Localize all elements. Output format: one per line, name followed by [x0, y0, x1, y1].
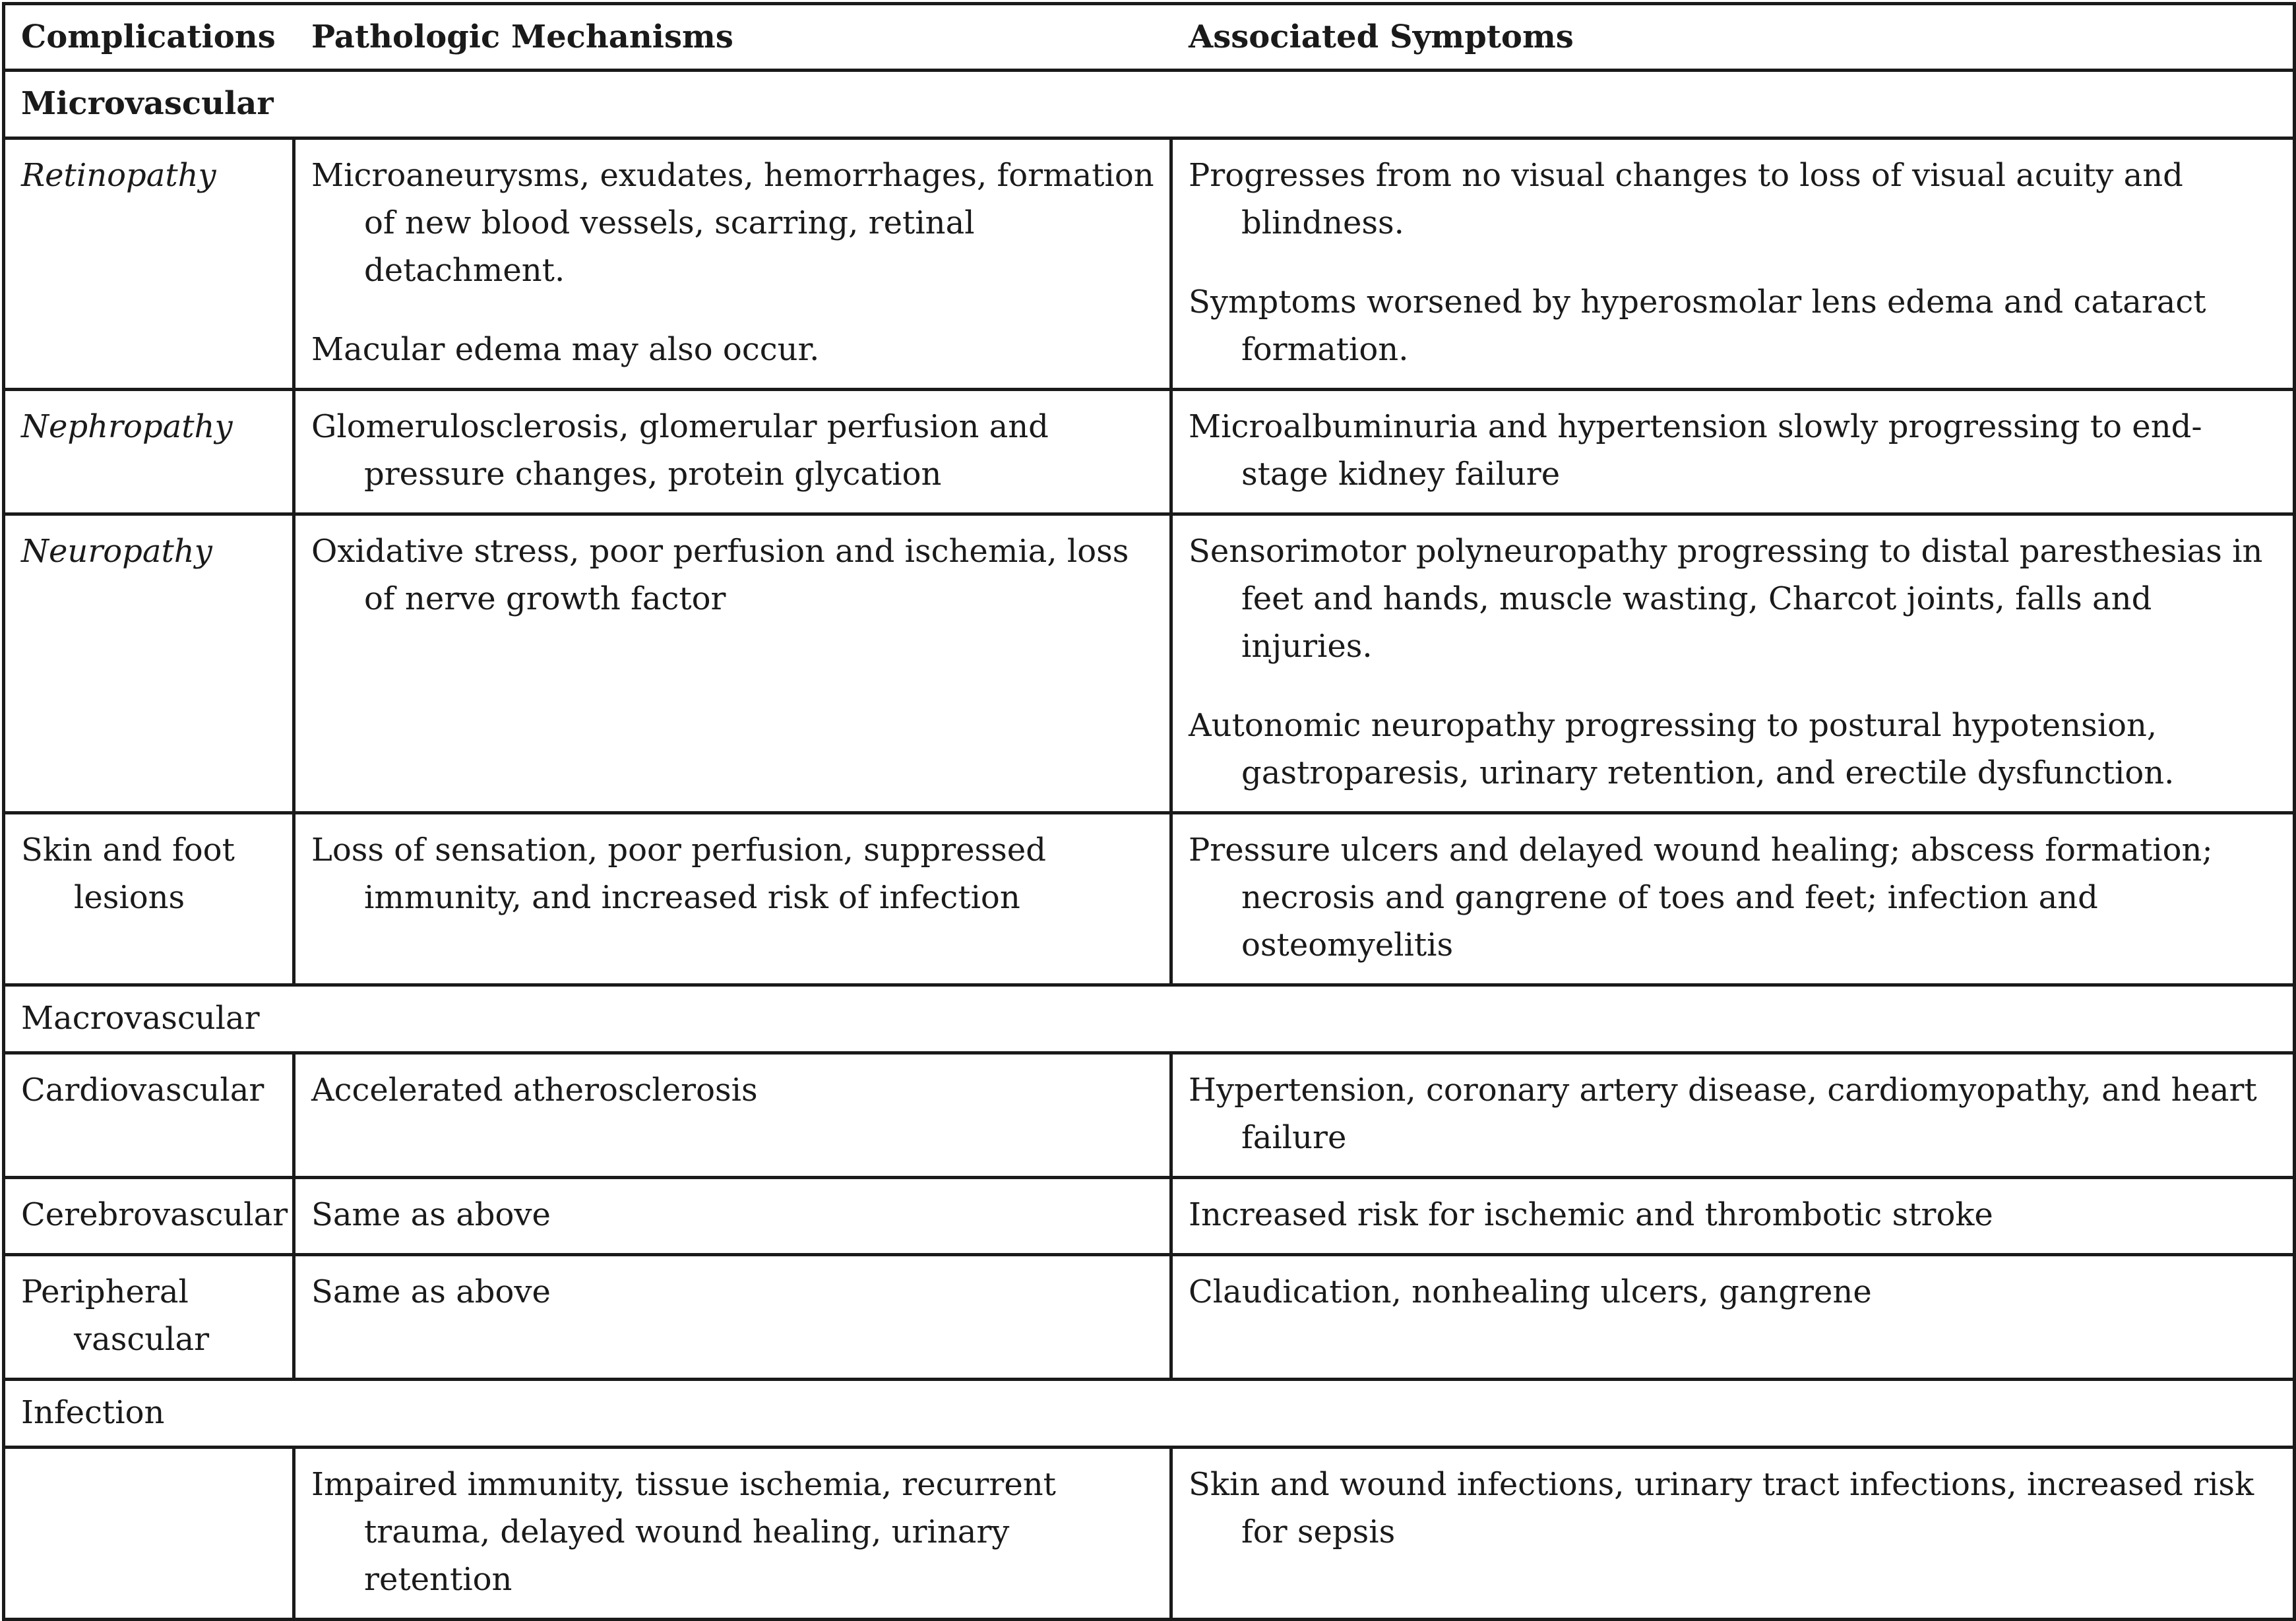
header-pathologic-mechanisms: Pathologic Mechanisms — [294, 4, 1171, 71]
symptom-text: Hypertension, coronary artery disease, cardiomyopathy, and heart failure — [1189, 1072, 2257, 1156]
section-row — [4, 1380, 2295, 1448]
symptoms-cell — [1171, 514, 2295, 813]
complication-name: Neuropathy — [21, 533, 212, 570]
section-title: Macrovascular — [4, 985, 2295, 1053]
section-title: Infection — [4, 1380, 2295, 1448]
symptoms-cell — [1171, 1255, 2295, 1380]
section-row — [4, 985, 2295, 1053]
mechanism-text: Glomerulosclerosis, glomerular perfusion and pressure changes, protein glycation — [311, 408, 1049, 493]
complication-cell — [4, 390, 294, 514]
symptoms-cell — [1171, 390, 2295, 514]
mechanisms-cell — [294, 1448, 1171, 1620]
symptoms-cell — [1171, 138, 2295, 390]
table-row — [4, 1053, 2295, 1178]
mechanisms-cell — [294, 138, 1171, 390]
mechanisms-cell — [294, 813, 1171, 985]
complication-cell — [4, 1178, 294, 1255]
symptom-text: Claudication, nonhealing ulcers, gangrene — [1189, 1273, 1872, 1310]
table-row — [4, 1448, 2295, 1620]
complication-cell — [4, 1448, 294, 1620]
symptom-text: Progresses from no visual changes to loss of visual acuity and blindness. — [1189, 157, 2183, 241]
symptom-text: Autonomic neuropathy progressing to postural hypotension, gastroparesis, urinary retention, and erectile dysfunction. — [1189, 707, 2175, 791]
mechanism-text: Microaneurysms, exudates, hemorrhages, formation of new blood vessels, scarring, retinal detachment. — [311, 157, 1154, 289]
mechanism-text: Macular edema may also occur. — [311, 331, 820, 368]
complication-cell — [4, 1255, 294, 1380]
section-row — [4, 71, 2295, 138]
table-row — [4, 813, 2295, 985]
mechanisms-cell — [294, 390, 1171, 514]
symptom-text: Skin and wound infections, urinary tract infections, increased risk for sepsis — [1189, 1466, 2254, 1550]
mechanism-text: Same as above — [311, 1196, 551, 1233]
table-row — [4, 390, 2295, 514]
table-row — [4, 1178, 2295, 1255]
mechanism-text: Impaired immunity, tissue ischemia, recurrent trauma, delayed wound healing, urinary retention — [311, 1466, 1056, 1598]
symptom-text: Symptoms worsened by hyperosmolar lens edema and cataract formation. — [1189, 284, 2206, 368]
table-body — [4, 71, 2295, 1620]
symptoms-cell — [1171, 1178, 2295, 1255]
symptom-text: Microalbuminuria and hypertension slowly progressing to end-stage kidney failure — [1189, 408, 2202, 493]
symptom-text: Pressure ulcers and delayed wound healing; abscess formation; necrosis and gangrene of toes and feet; infection and osteomyelitis — [1189, 832, 2213, 963]
complication-cell — [4, 514, 294, 813]
complication-name: Retinopathy — [21, 157, 216, 194]
complication-name: Cardiovascular — [21, 1072, 264, 1109]
mechanisms-cell — [294, 1178, 1171, 1255]
header-associated-symptoms: Associated Symptoms — [1171, 4, 2295, 71]
complication-cell — [4, 1053, 294, 1178]
table-row — [4, 1255, 2295, 1380]
complications-table — [2, 2, 2296, 1621]
table-row — [4, 138, 2295, 390]
symptom-text: Sensorimotor polyneuropathy progressing to distal paresthesias in feet and hands, muscle wasting, Charcot joints, falls and injuries. — [1189, 533, 2263, 665]
complication-name: Skin and foot lesions — [21, 832, 235, 916]
table-row — [4, 514, 2295, 813]
complication-name: Cerebrovascular — [21, 1196, 288, 1233]
complication-name: Peripheral vascular — [21, 1273, 210, 1358]
section-title: Microvascular — [4, 71, 2295, 138]
symptom-text: Increased risk for ischemic and thrombotic stroke — [1189, 1196, 1993, 1233]
mechanism-text: Loss of sensation, poor perfusion, suppressed immunity, and increased risk of infection — [311, 832, 1046, 916]
mechanism-text: Same as above — [311, 1273, 551, 1310]
symptoms-cell — [1171, 813, 2295, 985]
complication-name: Nephropathy — [21, 408, 233, 445]
symptoms-cell — [1171, 1448, 2295, 1620]
header-complications: Complications — [4, 4, 294, 71]
mechanism-text: Oxidative stress, poor perfusion and ischemia, loss of nerve growth factor — [311, 533, 1129, 617]
header-row — [4, 4, 2295, 71]
mechanism-text: Accelerated atherosclerosis — [311, 1072, 758, 1109]
complication-cell — [4, 813, 294, 985]
mechanisms-cell — [294, 514, 1171, 813]
mechanisms-cell — [294, 1053, 1171, 1178]
complication-cell — [4, 138, 294, 390]
mechanisms-cell — [294, 1255, 1171, 1380]
symptoms-cell — [1171, 1053, 2295, 1178]
